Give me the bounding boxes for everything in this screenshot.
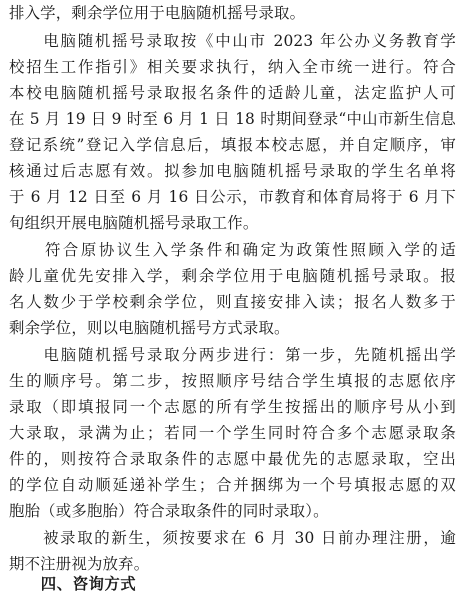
section-heading: 四、咨询方式 (9, 575, 137, 593)
text-line-8: 于 6 月 12 日至 6 月 16 日公示，市教育和体育局将于 6 月下 (9, 188, 456, 206)
text-line-18: 件的，则按符合录取条件的志愿中最优先的志愿录取，空出 (9, 450, 456, 468)
text-line-21: 被录取的新生，须按要求在 6 月 30 日前办理注册，逾 (9, 529, 456, 547)
text-line-22: 期不注册视为放弃。 (9, 555, 150, 573)
text-line-6: 登记系统”登记入学信息后，填报本校志愿，并自定顺序，审 (9, 136, 456, 154)
text-line-16: 录取（即填报同一个志愿的所有学生按摇出的顺序号从小到 (9, 398, 456, 416)
text-line-14: 电脑随机摇号录取分两步进行：第一步，先随机摇出学 (9, 346, 456, 364)
text-line-5: 在 5 月 19 日 9 时至 6 月 1 日 18 时期间登录“中山市新生信息 (9, 110, 456, 128)
text-line-12: 名人数少于学校剩余学位，则直接安排入读；报名人数多于 (9, 293, 456, 311)
text-line-13: 剩余学位，则以电脑随机摇号方式录取。 (9, 319, 290, 337)
text-line-15: 生的顺序号。第二步，按照顺序号结合学生填报的志愿依序 (9, 372, 456, 390)
text-line-10: 符合原协议生入学条件和确定为政策性照顾入学的适 (9, 241, 456, 259)
text-line-3: 校招生工作指引》相关要求执行，纳入全市统一进行。符合 (9, 58, 456, 76)
text-line-20: 胞胎（或多胞胎）符合录取条件的同时录取）。 (9, 502, 329, 520)
text-line-7: 核通过后志愿有效。拟参加电脑随机摇号录取的学生名单将 (9, 162, 456, 180)
text-line-11: 龄儿童优先安排入学，剩余学位用于电脑随机摇号录取。报 (9, 267, 456, 285)
text-line-4: 本校电脑随机摇号录取报名条件的适龄儿童，法定监护人可 (9, 84, 456, 102)
text-line-1: 排入学，剩余学位用于电脑随机摇号录取。 (9, 4, 306, 22)
text-line-19: 的学位自动顺延递补学生；合并捆绑为一个号填报志愿的双 (9, 476, 456, 494)
text-line-2: 电脑随机摇号录取按《中山市 2023 年公办义务教育学 (9, 32, 456, 50)
text-line-9: 旬组织开展电脑随机摇号录取工作。 (9, 214, 259, 232)
text-line-17: 大录取，录满为止；若同一个学生同时符合多个志愿录取条 (9, 424, 456, 442)
